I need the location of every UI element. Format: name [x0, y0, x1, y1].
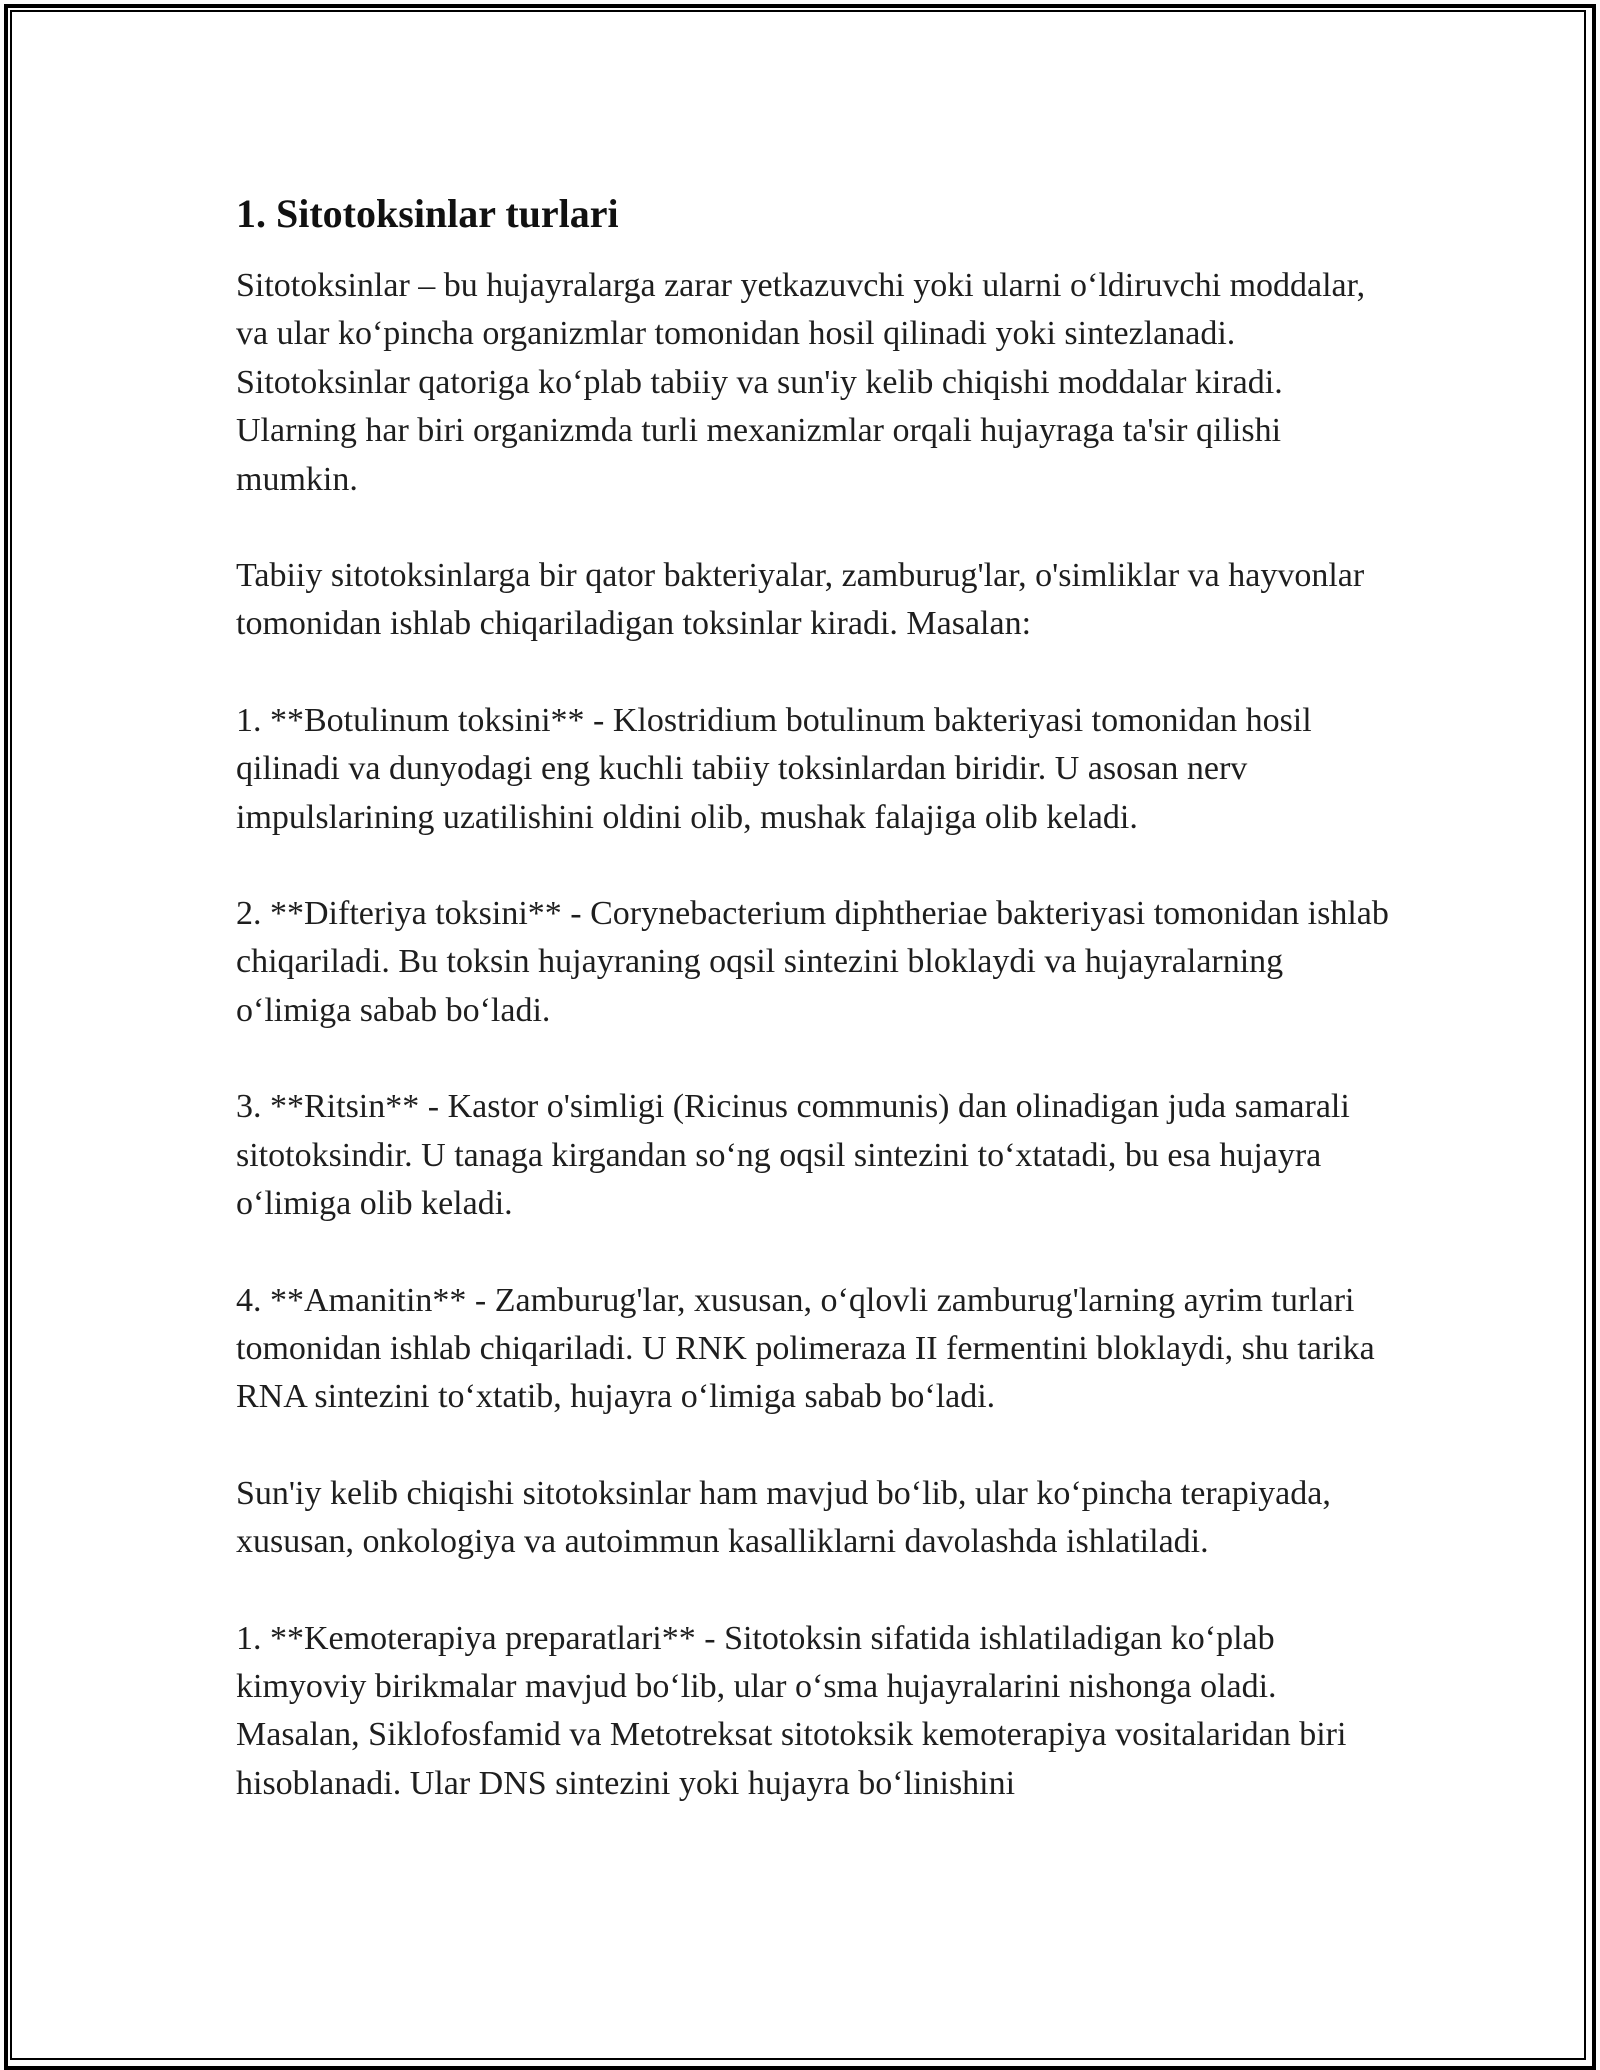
list-item-amanitin: 4. **Amanitin** - Zamburug'lar, xususan, o‘qlovli zamburug'larning ayrim turlari tomonidan ishlab chiqariladi. U RNK polimeraza II fermentini bloklaydi, shu tarika RNA sintezini to‘xtatib, hujayra o‘limiga sabab bo‘ladi.	[236, 1281, 1375, 1416]
section-heading: 1. Sitotoksinlar turlari	[236, 191, 619, 236]
list-item-botulinum: 1. **Botulinum toksini** - Klostridium botulinum bakteriyasi tomonidan hosil qilinadi va dunyodagi eng kuchli tabiiy toksinlardan biridir. U asosan nerv impulslarining uzatilishini oldini olib, mushak falajiga olib keladi.	[236, 701, 1312, 836]
list-item-diphtheria: 2. **Difteriya toksini** - Corynebacterium diphtheriae bakteriyasi tomonidan ishlab chiqariladi. Bu toksin hujayraning oqsil sintezini bloklaydi va hujayralarning o‘limiga sabab bo‘ladi.	[236, 895, 1389, 1029]
paragraph-intro: Sitotoksinlar – bu hujayralarga zarar yetkazuvchi yoki ularni o‘ldiruvchi moddalar, va ular ko‘pincha organizmlar tomonidan hosil qilinadi yoki sintezlanadi. Sitotoksinlar qatoriga ko‘plab tabiiy va sun'iy kelib chiqishi moddalar kiradi. Ularning har biri organizmda turli mexanizmlar orqali hujayraga ta'sir qilishi mumkin.	[236, 267, 1366, 498]
document-body	[236, 188, 1396, 1808]
list-item-chemotherapy: 1. **Kemoterapiya preparatlari** - Sitotoksin sifatida ishlatiladigan ko‘plab kimyoviy birikmalar mavjud bo‘lib, ular o‘sma hujayralarini nishonga oladi. Masalan, Siklofosfamid va Metotreksat sitotoksik kemoterapiya vositalaridan biri hisoblanadi. Ular DNS sintezini yoki hujayra bo‘linishini	[236, 1619, 1347, 1802]
paragraph-synthetic-toxins: Sun'iy kelib chiqishi sitotoksinlar ham mavjud bo‘lib, ular ko‘pincha terapiyada, xususan, onkologiya va autoimmun kasalliklarni davolashda ishlatiladi.	[236, 1474, 1331, 1561]
paragraph-natural-toxins: Tabiiy sitotoksinlarga bir qator bakteriyalar, zamburug'lar, o'simliklar va hayvonlar tomonidan ishlab chiqariladigan toksinlar kiradi. Masalan:	[236, 557, 1365, 643]
list-item-ricin: 3. **Ritsin** - Kastor o'simligi (Ricinus communis) dan olinadigan juda samarali sitotoksindir. U tanaga kirgandan so‘ng oqsil sintezini to‘xtatadi, bu esa hujayra o‘limiga olib keladi.	[236, 1088, 1350, 1223]
